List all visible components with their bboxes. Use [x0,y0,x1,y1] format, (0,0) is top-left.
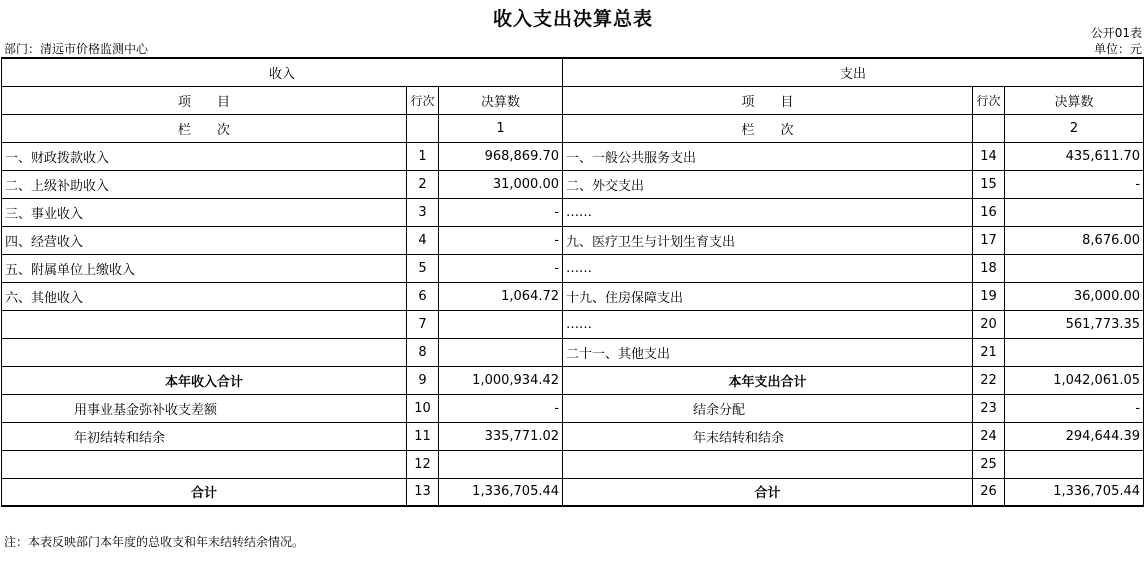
income-amount: - [439,226,563,254]
year-total-row [2,366,1144,394]
expense-col-label: 栏 次 [563,114,973,142]
empty-cell [973,114,1005,142]
expense-line: 15 [973,170,1005,198]
expense-grand-total-label: 合计 [563,478,973,506]
expense-item: …… [563,310,973,338]
income-line: 9 [407,366,439,394]
income-item: 六、其他收入 [2,282,407,310]
expense-year-total-amount: 1,042,061.05 [1005,366,1144,394]
table-row [2,282,1144,310]
grand-total-row [2,478,1144,506]
report-title: 收入支出决算总表 [492,8,653,30]
expense-amount [1005,254,1144,282]
footnote: 注：本表反映部门本年度的总收支和年末结转结余情况。 [4,535,305,549]
income-line-header: 行次 [407,86,439,114]
income-amount: 335,771.02 [439,422,563,450]
expense-line: 22 [973,366,1005,394]
table-row [2,422,1144,450]
expense-amount [1005,198,1144,226]
expense-line: 16 [973,198,1005,226]
expense-amount: 294,644.39 [1005,422,1144,450]
expense-item: …… [563,198,973,226]
expense-line: 17 [973,226,1005,254]
income-item: 年初结转和结余 [2,422,407,450]
income-grand-total-amount: 1,336,705.44 [439,478,563,506]
income-line: 6 [407,282,439,310]
expense-item: 十九、住房保障支出 [563,282,973,310]
expense-amount: 8,676.00 [1005,226,1144,254]
income-item: 用事业基金弥补收支差额 [2,394,407,422]
table-row [2,142,1144,170]
expense-header: 支出 [563,58,1144,86]
income-item [2,338,407,366]
income-line: 12 [407,450,439,478]
unit-label: 单位：元 [1093,42,1142,56]
table-row [2,394,1144,422]
expense-line: 23 [973,394,1005,422]
income-line: 8 [407,338,439,366]
income-amount: - [439,254,563,282]
income-amount: - [439,198,563,226]
empty-cell [407,114,439,142]
expense-line-header: 行次 [973,86,1005,114]
department-label: 部门：清远市价格监测中心 [4,42,149,56]
expense-line: 14 [973,142,1005,170]
income-item: 三、事业收入 [2,198,407,226]
income-line: 10 [407,394,439,422]
income-col-label: 栏 次 [2,114,407,142]
income-item: 五、附属单位上缴收入 [2,254,407,282]
table-row [2,226,1144,254]
expense-item: 二十一、其他支出 [563,338,973,366]
income-item-header: 项 目 [2,86,407,114]
expense-item: …… [563,254,973,282]
expense-line: 18 [973,254,1005,282]
expense-line: 26 [973,478,1005,506]
table-row [2,450,1144,478]
expense-amount-header: 决算数 [1005,86,1144,114]
income-amount [439,450,563,478]
income-line: 5 [407,254,439,282]
table-row [2,310,1144,338]
budget-table [1,57,1144,507]
income-line: 2 [407,170,439,198]
income-amount-header: 决算数 [439,86,563,114]
income-amount: 31,000.00 [439,170,563,198]
income-year-total-label: 本年收入合计 [2,366,407,394]
section-header-row [2,58,1144,86]
expense-item: 九、医疗卫生与计划生育支出 [563,226,973,254]
expense-line: 21 [973,338,1005,366]
income-line: 7 [407,310,439,338]
income-item [2,310,407,338]
income-amount: 968,869.70 [439,142,563,170]
income-item [2,450,407,478]
expense-year-total-label: 本年支出合计 [563,366,973,394]
expense-amount: 435,611.70 [1005,142,1144,170]
income-line: 1 [407,142,439,170]
column-header-row [2,86,1144,114]
expense-item: 结余分配 [563,394,973,422]
income-amount: - [439,394,563,422]
income-amount [439,338,563,366]
expense-amount: - [1005,394,1144,422]
income-item: 一、财政拨款收入 [2,142,407,170]
column-index-row [2,114,1144,142]
income-line: 11 [407,422,439,450]
expense-amount: 36,000.00 [1005,282,1144,310]
income-grand-total-label: 合计 [2,478,407,506]
income-year-total-amount: 1,000,934.42 [439,366,563,394]
income-amount [439,310,563,338]
expense-line: 25 [973,450,1005,478]
income-amount: 1,064.72 [439,282,563,310]
expense-amount [1005,338,1144,366]
table-row [2,254,1144,282]
expense-item: 一、一般公共服务支出 [563,142,973,170]
expense-amount: - [1005,170,1144,198]
table-row [2,198,1144,226]
income-col-number: 1 [439,114,563,142]
expense-col-number: 2 [1005,114,1144,142]
income-item: 二、上级补助收入 [2,170,407,198]
income-header: 收入 [2,58,563,86]
income-line: 4 [407,226,439,254]
income-line: 3 [407,198,439,226]
expense-item: 二、外交支出 [563,170,973,198]
form-code: 公开01表 [1090,26,1142,40]
expense-amount [1005,450,1144,478]
income-item: 四、经营收入 [2,226,407,254]
expense-grand-total-amount: 1,336,705.44 [1005,478,1144,506]
income-line: 13 [407,478,439,506]
expense-item: 年末结转和结余 [563,422,973,450]
expense-line: 19 [973,282,1005,310]
table-row [2,338,1144,366]
table-row [2,170,1144,198]
expense-item-header: 项 目 [563,86,973,114]
expense-amount: 561,773.35 [1005,310,1144,338]
expense-line: 24 [973,422,1005,450]
expense-line: 20 [973,310,1005,338]
expense-item [563,450,973,478]
